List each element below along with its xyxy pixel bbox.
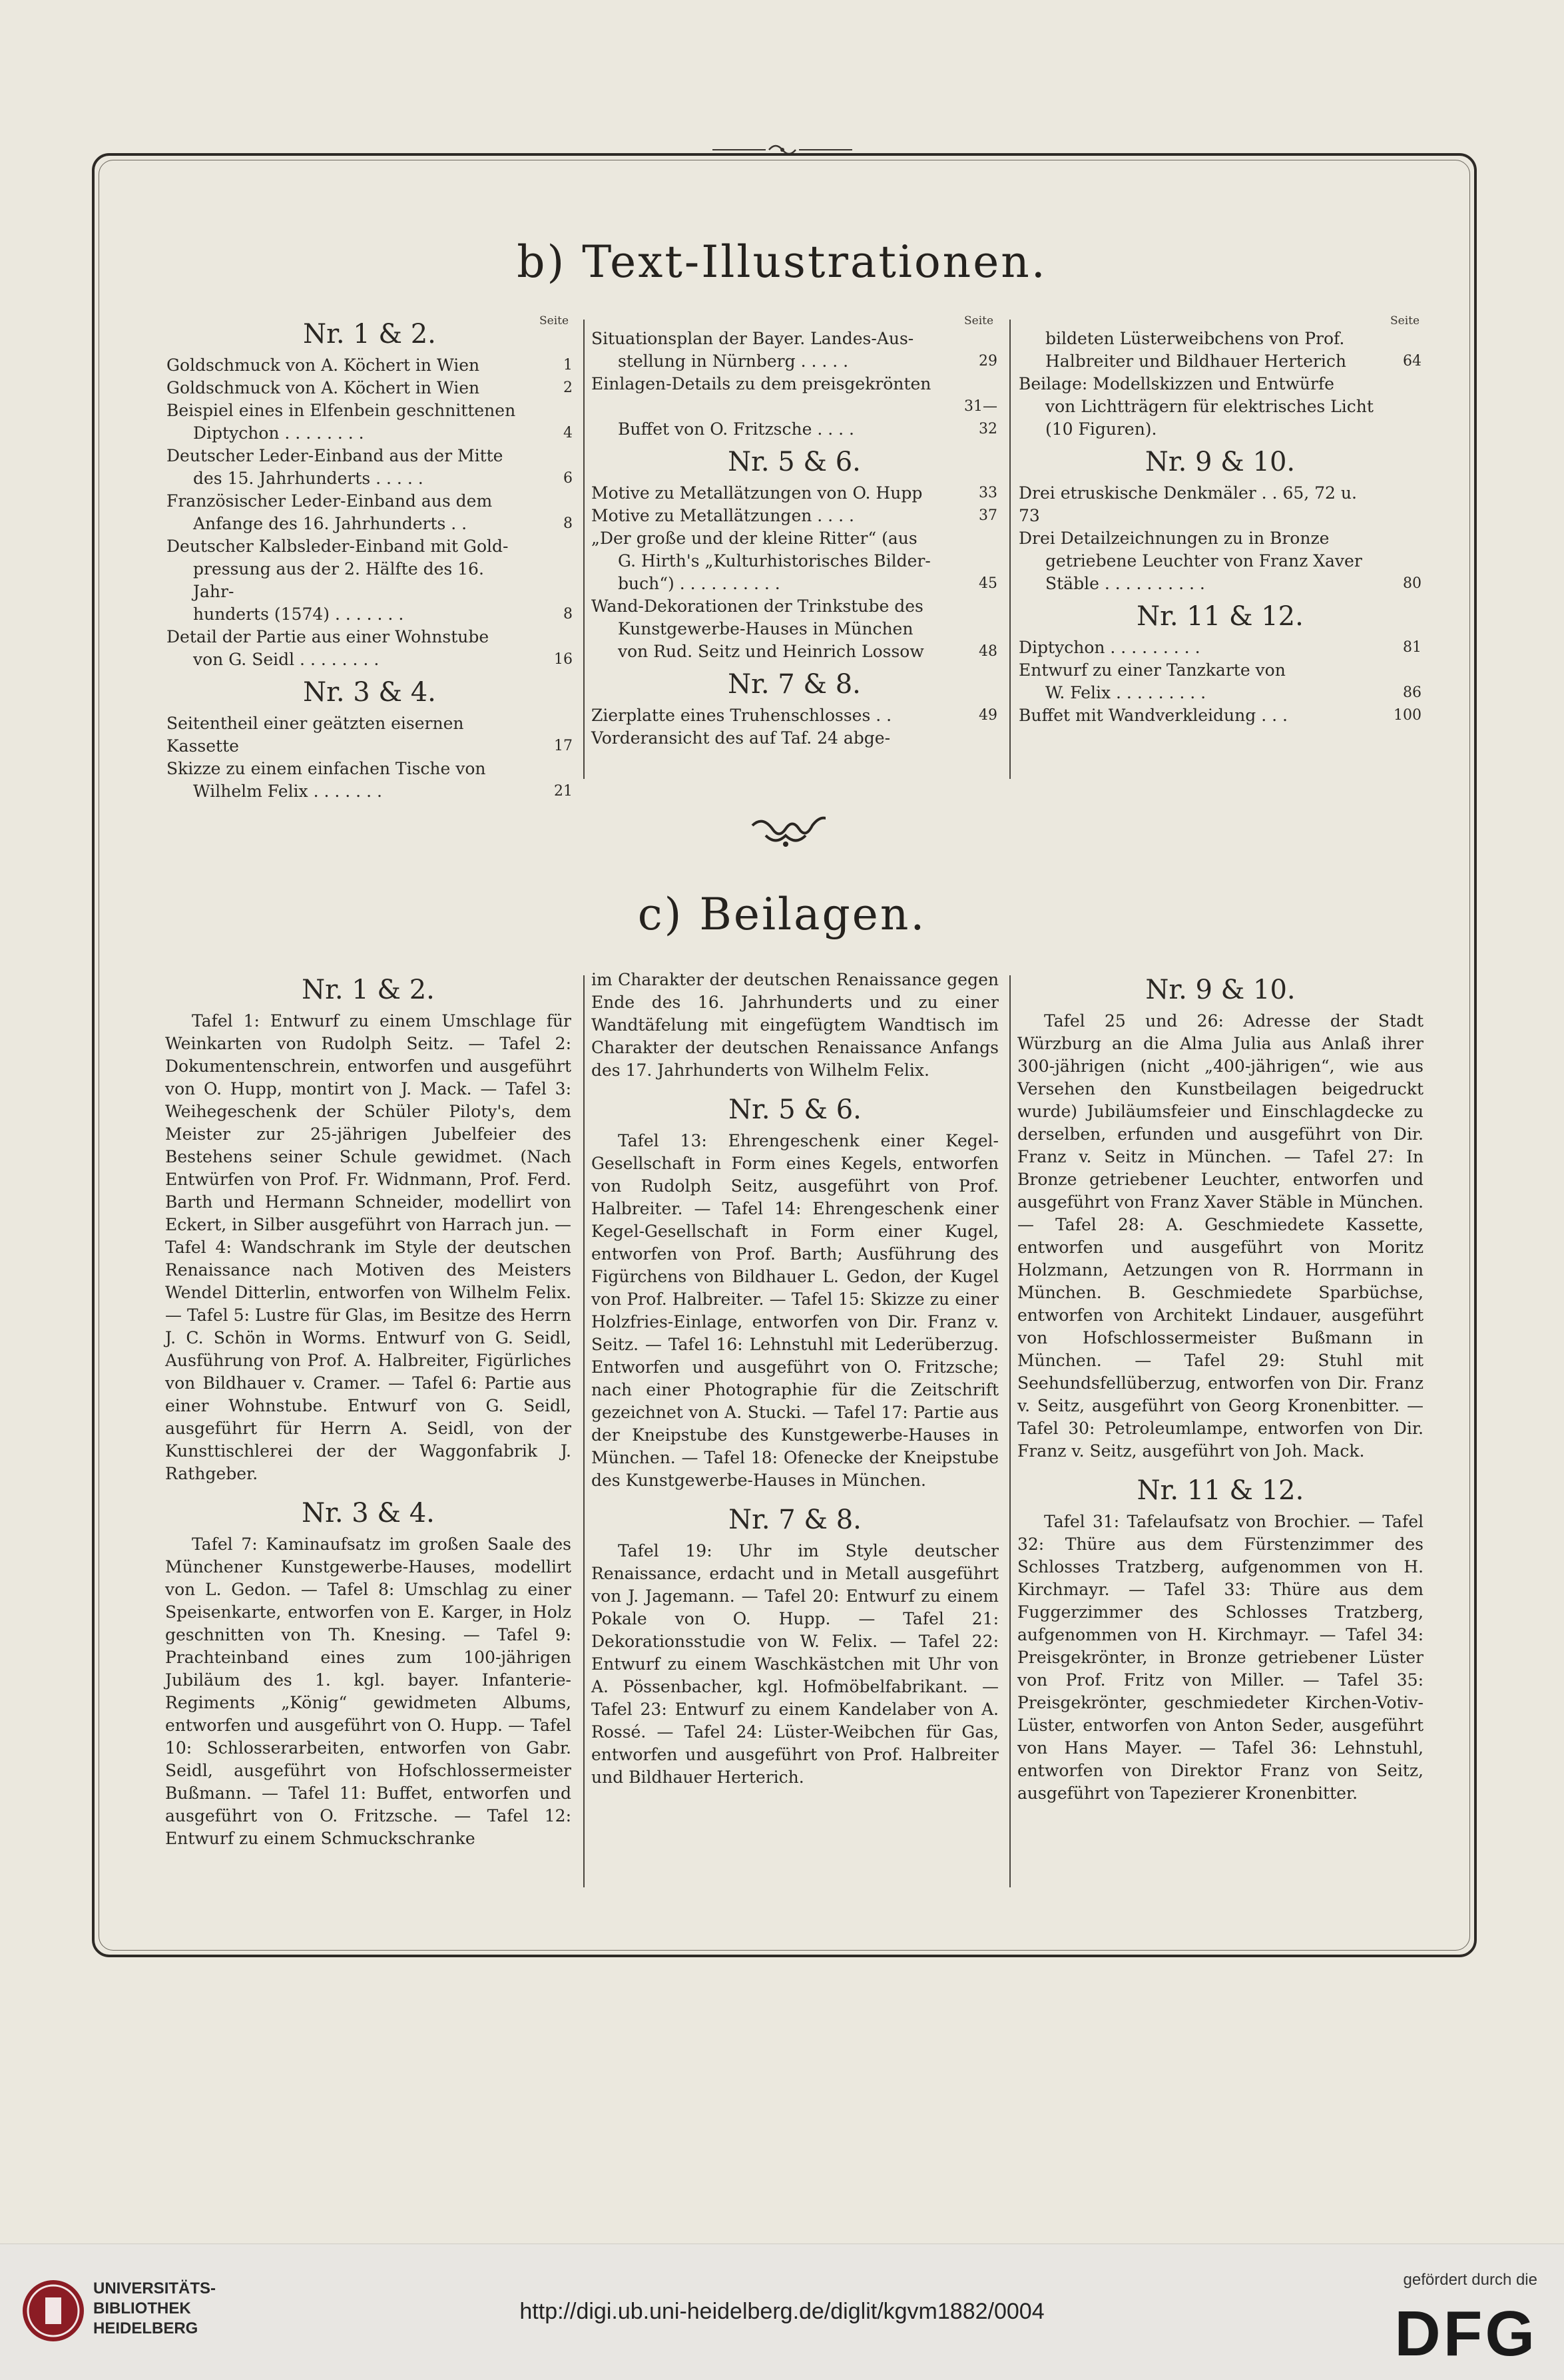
index-entry — [591, 618, 997, 640]
index-entry-text: buch“) . . . . . . . . . . — [618, 574, 780, 593]
index-entry-text: von Rud. Seitz und Heinrich Lossow — [618, 642, 924, 661]
index-entry-text: Drei Detailzeichnungen zu in Bronze — [1019, 529, 1330, 548]
funding-caption: gefördert durch die — [1403, 2271, 1537, 2289]
section-b-title: b) Text-Illustrationen. — [517, 236, 1047, 288]
index-entry-text: Entwurf zu einer Tanzkarte von — [1019, 660, 1286, 680]
index-entry — [1019, 418, 1422, 441]
index-entry — [591, 704, 997, 727]
index-entry — [591, 482, 997, 505]
index-entry-text: des 15. Jahrhunderts . . . . . — [193, 469, 423, 488]
index-entry-text: Wilhelm Felix . . . . . . . — [193, 782, 382, 801]
index-entry-text: Beispiel eines in Elfenbein geschnittenen — [166, 401, 516, 420]
center-ornament-icon — [746, 812, 826, 852]
index-entry — [591, 595, 997, 618]
section-c-column-2 — [591, 969, 999, 1789]
index-entry — [1019, 573, 1422, 595]
index-entry — [1019, 482, 1422, 527]
index-list — [591, 704, 997, 750]
source-url-link[interactable]: http://digi.ub.uni-heidelberg.de/diglit/kgvm1882/0004 — [519, 2299, 1045, 2324]
index-entry-page: 37 — [979, 507, 997, 524]
index-entry-text: Einlagen-Details zu dem preisgekrönten — [591, 374, 931, 393]
seite-label-3: Seite — [1390, 314, 1420, 328]
index-entry — [166, 377, 573, 399]
index-entry — [166, 558, 573, 603]
index-entry-text: „Der große und der kleine Ritter“ (aus — [591, 529, 917, 548]
plate-description: im Charakter der deutschen Renaissance gegen Ende des 16. Jahrhunderts und zu einer Wandtäfelung mit eingefügtem Wandtisch im Charakter der deutschen Renaissance Anfangs des 17. Jahrhunderts von Wilhelm Felix. — [591, 970, 999, 1080]
index-list — [166, 354, 573, 671]
index-entry — [166, 648, 573, 671]
index-entry-text: Buffet von O. Fritzsche . . . . — [618, 419, 854, 439]
index-entry-text: Drei etruskische Denkmäler . . 65, 72 u. 73 — [1019, 483, 1357, 525]
index-entry-text: Vorderansicht des auf Taf. 24 abge- — [591, 728, 891, 748]
seite-label-1: Seite — [539, 314, 569, 328]
logo-line: BIBLIOTHEK — [93, 2299, 191, 2317]
section-c-column-1 — [165, 969, 571, 1850]
column-rule — [1009, 320, 1011, 779]
nr-heading: Nr. 9 & 10. — [1145, 975, 1296, 1005]
index-entry — [1019, 550, 1422, 573]
index-entry-text: Anfange des 16. Jahrhunderts . . — [193, 514, 467, 533]
index-entry-page: 6 — [563, 470, 573, 487]
index-entry-text: Französischer Leder-Einband aus dem — [166, 491, 493, 511]
section-b-column-1 — [166, 313, 573, 803]
nr-heading: Nr. 9 & 10. — [1145, 447, 1296, 477]
plate-description: Tafel 13: Ehrengeschenk einer Kegel-Gesellschaft in Form eines Kegels, entworfen von Rudolph Seitz, ausgeführt von Prof. Halbreiter. — Tafel 14: Ehrengeschenk einer Kegel-Gesellschaft in Form einer Kugel, entworfen von Prof. Barth; Ausführung des Figürchens von Bildhauer L. Gedon, der Kugel von Prof. Halbreiter. — Tafel 15: Skizze zu einer Holzfries-Einlage, entworfen von Dir. Franz v. Seitz. — Tafel 16: Lehnstuhl mit Lederüberzug. Entworfen und ausgeführt von O. Fritzsche; nach einer Photographie für die Zeitschrift gezeichnet von A. Stucki. — Tafel 17: Partie aus der Kneipstube des Kunstgewerbe-Hauses in München. — Tafel 18: Ofenecke der Kneipstube des Kunstgewerbe-Hauses in München. — [591, 1131, 999, 1490]
index-entry-page: 17 — [554, 738, 573, 754]
index-entry — [1019, 636, 1422, 659]
index-entry — [166, 399, 573, 422]
index-entry-text: Goldschmuck von A. Köchert in Wien — [166, 356, 480, 375]
seite-label-2: Seite — [964, 314, 994, 328]
index-entry — [1019, 682, 1422, 704]
index-list — [1019, 328, 1422, 441]
index-entry-text: Zierplatte eines Truhenschlosses . . — [591, 706, 892, 725]
index-entry-page: 100 — [1394, 707, 1422, 724]
index-entry-page: 2 — [563, 379, 573, 396]
index-entry — [591, 573, 997, 595]
index-entry-text: Skizze zu einem einfachen Tische von — [166, 759, 486, 778]
index-entry-page: 81 — [1403, 639, 1422, 656]
index-list — [1019, 636, 1422, 727]
index-entry-page: 86 — [1403, 684, 1422, 701]
index-entry — [591, 505, 997, 527]
index-entry — [1019, 395, 1422, 418]
index-entry-text: hunderts (1574) . . . . . . . — [193, 604, 404, 624]
index-entry — [166, 626, 573, 648]
nr-heading: Nr. 1 & 2. — [303, 319, 436, 350]
index-list — [591, 328, 997, 441]
index-entry-text: Deutscher Kalbsleder-Einband mit Gold- — [166, 537, 509, 556]
index-entry — [1019, 328, 1422, 350]
index-entry-page: 31—32 — [964, 398, 997, 437]
index-entry-page: 4 — [563, 425, 573, 441]
column-rule — [583, 975, 585, 1887]
index-entry-text: von Lichtträgern für elektrisches Licht — [1045, 397, 1374, 416]
index-entry-text: pressung aus der 2. Hälfte des 16. Jahr- — [193, 559, 484, 601]
index-entry-text: Kunstgewerbe-Hauses in München — [618, 619, 913, 638]
index-list — [166, 712, 573, 803]
plate-description: Tafel 31: Tafelaufsatz von Brochier. — Tafel 32: Thüre aus dem Fürstenzimmer des Schlosses Tratzberg, aufgenommen von H. Kirchmayr. — Tafel 33: Thüre aus dem Fuggerzimmer des Schlosses Tratzberg, aufgenommen von H. Kirchmayr. — Tafel 34: Preisgekrönter, in Bronze getriebener Lüster von Prof. Fritz von Miller. — Tafel 35: Preisgekrönter, geschmiedeter Kirchen-Votiv-Lüster, entworfen von Anton Seder, ausgeführt von Hans Mayer. — Tafel 36: Lehnstuhl, entworfen von Direktor Franz von Seitz, ausgeführt von Tapezierer Kronenbitter. — [1017, 1512, 1424, 1803]
index-entry — [166, 603, 573, 626]
index-entry — [591, 550, 997, 573]
index-list — [591, 482, 997, 663]
nr-heading: Nr. 3 & 4. — [303, 677, 436, 708]
index-entry — [166, 445, 573, 467]
section-b-column-3 — [1019, 328, 1422, 727]
index-entry-text: Detail der Partie aus einer Wohnstube — [166, 627, 489, 646]
footer-bar — [0, 2244, 1564, 2380]
index-entry-text: Motive zu Metallätzungen von O. Hupp — [591, 483, 923, 503]
index-entry — [591, 373, 997, 395]
index-entry — [591, 395, 997, 441]
section-c-column-3 — [1017, 969, 1424, 1805]
index-entry-text: Halbreiter und Bildhauer Herterich — [1045, 352, 1346, 371]
index-entry-page: 21 — [554, 783, 573, 800]
index-entry-page: 16 — [554, 651, 573, 668]
index-entry-text: getriebene Leuchter von Franz Xaver — [1045, 551, 1362, 571]
index-entry — [166, 513, 573, 535]
index-entry-text: stellung in Nürnberg . . . . . — [618, 352, 849, 371]
index-entry-text: Stäble . . . . . . . . . . — [1045, 574, 1205, 593]
index-entry — [1019, 373, 1422, 395]
index-entry — [166, 467, 573, 490]
nr-heading: Nr. 1 & 2. — [302, 975, 435, 1005]
nr-heading: Nr. 11 & 12. — [1137, 601, 1304, 632]
nr-heading: Nr. 5 & 6. — [728, 447, 861, 477]
nr-heading: Nr. 7 & 8. — [728, 1505, 862, 1535]
index-entry — [591, 328, 997, 350]
index-entry — [1019, 527, 1422, 550]
index-entry-page: 45 — [979, 575, 997, 592]
index-entry — [166, 712, 573, 758]
index-entry-text: Goldschmuck von A. Köchert in Wien — [166, 378, 480, 397]
index-entry — [166, 354, 573, 377]
index-entry — [166, 780, 573, 803]
index-entry-text: von G. Seidl . . . . . . . . — [193, 650, 380, 669]
index-entry-page: 8 — [563, 606, 573, 622]
index-entry-page: 80 — [1403, 575, 1422, 592]
nr-heading: Nr. 5 & 6. — [728, 1094, 862, 1125]
index-entry-text: Wand-Dekorationen der Trinkstube des — [591, 596, 923, 616]
index-entry-text: Situationsplan der Bayer. Landes-Aus- — [591, 329, 914, 348]
index-entry — [1019, 704, 1422, 727]
index-entry — [166, 490, 573, 513]
plate-description: Tafel 1: Entwurf zu einem Umschlage für Weinkarten von Rudolph Seitz. — Tafel 2: Dokumentenschrein, entworfen und ausgeführt von O. Hupp, montirt von J. Mack. — Tafel 3: Weihegeschenk der Schüler Piloty's, dem Meister zur 25-jährigen Jubelfeier des Bestehens seiner Schule gewidmet. (Nach Entwürfen von Prof. Fr. Widnmann, Prof. Ferd. Barth und Hermann Schneider, modellirt von Eckert, in Silber ausgeführt von Harrach jun. — Tafel 4: Wandschrank im Style der deutschen Renaissance nach Motiven des Meisters Wendel Ditterlin, entworfen von Wilhelm Felix. — Tafel 5: Lustre für Glas, im Besitze des Herrn J. C. Schön in Worms. Entwurf von G. Seidl, Ausführung von Prof. A. Halbreiter, Figürliches von Bildhauer v. Cramer. — Tafel 6: Partie aus einer Wohnstube. Entwurf von G. Seidl, ausgeführt für Herrn A. Seidl, von der Kunsttischlerei der der Waggonfabrik J. Rathgeber. — [165, 1011, 571, 1483]
index-entry-text: bildeten Lüsterweibchens von Prof. — [1045, 329, 1345, 348]
index-entry-page: 49 — [979, 707, 997, 724]
plate-description: Tafel 25 und 26: Adresse der Stadt Würzburg an die Alma Julia aus Anlaß ihrer 300-jährigen (nicht „400-jährigen“, wie aus Versehen den Kunstbeilagen beigedruckt wurde) Jubiläumsfeier und Einschlagdecke zu derselben, erfunden und ausgeführt von Dir. Franz v. Seitz in München. — Tafel 27: In Bronze getriebener Leuchter, entworfen und ausgeführt von Franz Xaver Stäble in München. — Tafel 28: A. Geschmiedete Kassette, entworfen und ausgeführt von Moritz Holzmann, Aetzungen von R. Horrmann in München. B. Geschmiedete Sparbüchse, entworfen von Architekt Lindauer, ausgeführt von Hofschlossermeister Bußmann in München. — Tafel 29: Stuhl mit Seehundsfellüberzug, entworfen von Dir. Franz v. Seitz, ausgeführt von Georg Kronenbitter. — Tafel 30: Petroleumlampe, entworfen von Dir. Franz v. Seitz, ausgeführt von Joh. Mack. — [1017, 1011, 1424, 1461]
index-entry — [166, 422, 573, 445]
index-entry-text: Diptychon . . . . . . . . . — [1019, 638, 1200, 657]
index-entry — [591, 350, 997, 373]
logo-line: HEIDELBERG — [93, 2319, 198, 2337]
index-entry-text: Diptychon . . . . . . . . — [193, 423, 364, 443]
index-entry-text: Beilage: Modellskizzen und Entwürfe — [1019, 374, 1334, 393]
index-list — [1019, 482, 1422, 595]
index-entry-page: 29 — [979, 353, 997, 369]
column-rule — [583, 320, 585, 779]
index-entry — [1019, 659, 1422, 682]
index-entry — [166, 758, 573, 780]
index-entry-page: 8 — [563, 515, 573, 532]
index-entry-text: Buffet mit Wandverkleidung . . . — [1019, 706, 1288, 725]
index-entry-page: 1 — [563, 357, 573, 373]
column-rule — [1009, 975, 1011, 1887]
index-entry — [591, 727, 997, 750]
nr-heading: Nr. 7 & 8. — [728, 669, 861, 700]
index-entry-text: (10 Figuren). — [1045, 419, 1157, 439]
nr-heading: Nr. 3 & 4. — [302, 1498, 435, 1529]
index-entry-text: Seitentheil einer geätzten eisernen Kassette — [166, 714, 464, 756]
index-entry-text: Deutscher Leder-Einband aus der Mitte — [166, 446, 503, 465]
nr-heading: Nr. 11 & 12. — [1137, 1475, 1304, 1506]
section-b-column-2 — [591, 328, 997, 750]
dfg-logo[interactable]: DFG — [1394, 2298, 1537, 2369]
index-entry — [1019, 350, 1422, 373]
plate-description: Tafel 19: Uhr im Style deutscher Renaissance, erdacht und in Metall ausgeführt von J. Jagemann. — Tafel 20: Entwurf zu einem Pokale von O. Hupp. — Tafel 21: Dekorationsstudie von W. Felix. — Tafel 22: Entwurf zu einem Waschkästchen mit Uhr von A. Pössenbacher, kgl. Hofmöbelfabrikant. — Tafel 23: Entwurf zu einem Kandelaber von A. Rossé. — Tafel 24: Lüster-Weibchen für Gas, entworfen und ausgeführt von Prof. Halbreiter und Bildhauer Herterich. — [591, 1541, 999, 1787]
index-entry-page: 33 — [979, 485, 997, 501]
index-entry — [166, 535, 573, 558]
index-entry-text: G. Hirth's „Kulturhistorisches Bilder- — [618, 551, 931, 571]
index-entry-text: Motive zu Metallätzungen . . . . — [591, 506, 854, 525]
section-c-title: c) Beilagen. — [637, 889, 927, 940]
index-entry — [591, 527, 997, 550]
index-entry-page: 48 — [979, 643, 997, 660]
plate-description: Tafel 7: Kaminaufsatz im großen Saale des Münchener Kunstgewerbe-Hauses, modellirt von L. Gedon. — Tafel 8: Umschlag zu einer Speisenkarte, entworfen von E. Karger, in Holz geschnitten von Th. Knesing. — Tafel 9: Prachteinband eines zum 100-jährigen Jubiläum des 1. kgl. bayer. Infanterie-Regiments „König“ gewidmeten Albums, entworfen und ausgeführt von O. Hupp. — Tafel 10: Schlosserarbeiten, entworfen von Gabr. Seidl, ausgeführt von Hofschlossermeister Bußmann. — Tafel 11: Buffet, entworfen und ausgeführt von O. Fritzsche. — Tafel 12: Entwurf zu einem Schmuckschranke — [165, 1535, 571, 1848]
index-entry — [591, 640, 997, 663]
logo-line: UNIVERSITÄTS- — [93, 2279, 216, 2297]
index-entry-text: W. Felix . . . . . . . . . — [1045, 683, 1206, 702]
index-entry-page: 64 — [1403, 353, 1422, 369]
